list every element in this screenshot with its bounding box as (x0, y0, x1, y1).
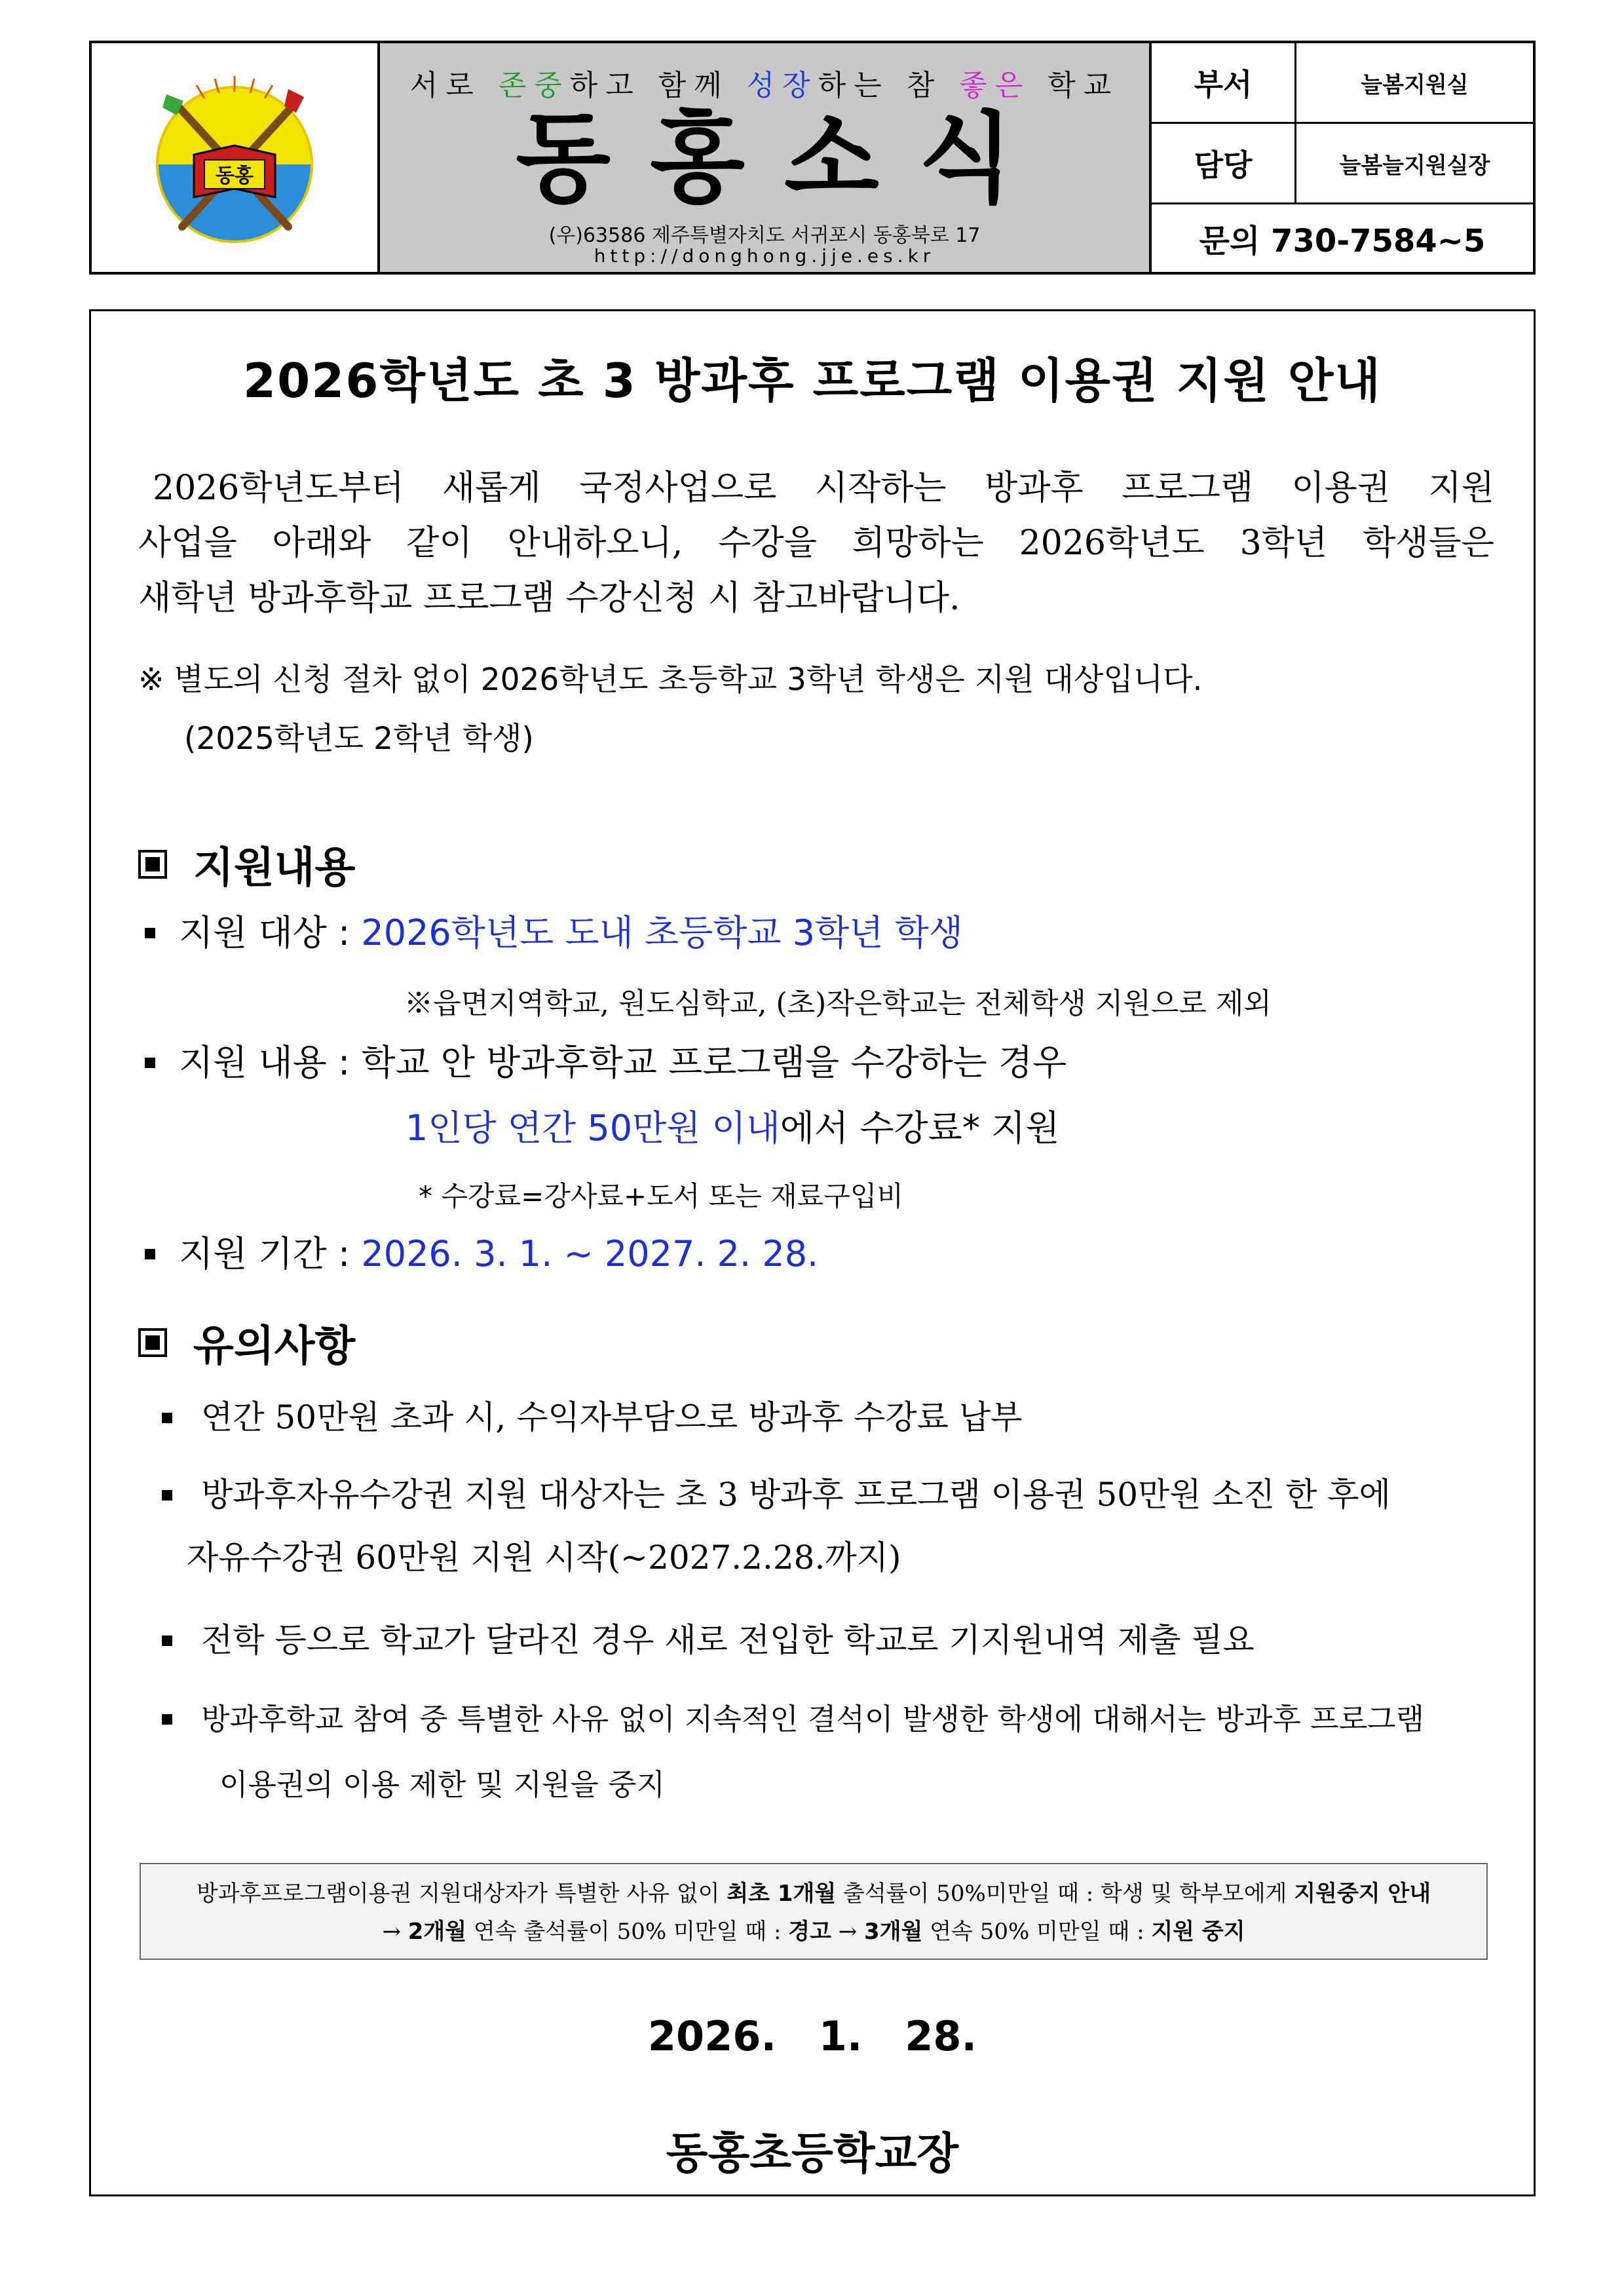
contact-phone: 문의 730-7584~5 (1199, 223, 1486, 259)
document-title: 2026학년도 초 3 방과후 프로그램 이용권 지원 안내 (243, 353, 1382, 408)
intro-line: 2026학년도부터 새롭게 국정사업으로 시작하는 방과후 프로그램 이용권 지원 (153, 469, 1494, 508)
info-cell (1152, 43, 1533, 272)
square-bullet-icon (138, 850, 167, 879)
manager-row (1152, 124, 1533, 204)
caution-item-continued: 자유수강권 60만원 지원 시작(~2027.2.28.까지) (187, 1539, 901, 1577)
support-amount: 1인당 연간 50만원 이내 (406, 1107, 780, 1149)
slogan-respect: 존중 (498, 69, 570, 102)
caution-text: 방과후학교 참여 중 특별한 사유 없이 지속적인 결석이 발생한 학생에 대해서는 방과후 프로그램 (201, 1702, 1424, 1736)
slogan-part: 하는 참 (818, 69, 960, 102)
note-line: (2025학년도 2학년 학생) (184, 721, 534, 757)
caution-item (162, 1468, 1391, 1516)
school-url[interactable]: http://donghong.jje.es.kr (594, 245, 935, 267)
manager-value: 늘봄늘지원실장 (1339, 152, 1490, 179)
bullet-icon (162, 1490, 172, 1501)
period-value: 2026. 3. 1. ~ 2027. 2. 28. (361, 1233, 819, 1274)
tuition-definition-note: * 수강료=강사료+도서 또는 재료구입비 (419, 1180, 904, 1212)
caution-text: 방과후자유수강권 지원 대상자는 초 3 방과후 프로그램 이용권 50만원 소진 한 후에 (201, 1476, 1391, 1514)
support-content-item (145, 1035, 1067, 1085)
caution-heading-text: 유의사항 (193, 1322, 356, 1371)
bullet-icon (145, 1058, 155, 1068)
school-slogan (380, 62, 1149, 104)
caution-item (162, 1391, 1022, 1438)
support-heading (138, 834, 355, 894)
bullet-icon (145, 928, 155, 938)
slogan-growth: 성장 (746, 69, 818, 102)
slogan-part: 하고 함께 (569, 69, 747, 102)
bullet-icon (162, 1714, 172, 1725)
issue-date: 2026. 1. 28. (647, 2012, 977, 2060)
note-line: ※ 별도의 신청 절차 없이 2026학년도 초등학교 3학년 학생은 지원 대상입니다. (138, 662, 1203, 698)
caution-text: 연간 50만원 초과 시, 수익자부담으로 방과후 수강료 납부 (201, 1398, 1023, 1436)
support-target-item (145, 905, 963, 955)
bullet-icon (145, 1249, 155, 1259)
support-amount-line (406, 1100, 1059, 1151)
target-exclusion-note: ※읍면지역학교, 원도심학교, (초)작은학교는 전체학생 지원으로 제외 (404, 987, 1272, 1020)
newsletter-title: 동홍소식 (516, 102, 1053, 216)
notice-line-2: → 2개월 연속 출석률이 50% 미만일 때 : 경고 → 3개월 연속 50% 미만일 때 : 지원 중지 (382, 1919, 1245, 1945)
intro-line: 새학년 방과후학교 프로그램 수강신청 시 참고바랍니다. (138, 579, 960, 618)
principal-signature: 동홍초등학교장 (666, 2128, 959, 2179)
square-bullet-icon (138, 1328, 167, 1357)
support-period-item (145, 1226, 818, 1276)
attendance-notice-box (140, 1863, 1488, 1960)
title-cell (380, 43, 1152, 272)
school-address: (우)63586 제주특별자치도 서귀포시 동홍북로 17 (548, 224, 981, 247)
support-amount-rest: 에서 수강료* 지원 (780, 1107, 1060, 1149)
caution-item (162, 1695, 1424, 1738)
notice-line-1: 방과후프로그램이용권 지원대상자가 특별한 사유 없이 최초 1개월 출석률이 50%미만일 때 : 학생 및 학부모에게 지원중지 안내 (196, 1881, 1431, 1907)
dept-label: 부서 (1152, 43, 1296, 122)
slogan-good: 좋은 (959, 69, 1031, 102)
newsletter-header (89, 41, 1536, 275)
dept-row (1152, 43, 1533, 124)
content-line: 학교 안 방과후학교 프로그램을 수강하는 경우 (361, 1042, 1067, 1083)
caution-item (162, 1614, 1255, 1661)
content-label: 지원 내용 : (179, 1042, 362, 1083)
school-emblem-icon (136, 63, 333, 253)
bullet-icon (162, 1413, 172, 1423)
document-body (89, 309, 1536, 2196)
target-label: 지원 대상 : (179, 912, 362, 953)
slogan-part: 학교 (1030, 69, 1120, 102)
support-heading-text: 지원내용 (193, 844, 356, 892)
caution-heading (138, 1312, 355, 1373)
slogan-part: 서로 (409, 69, 499, 102)
dept-value: 늘봄지원실 (1361, 71, 1469, 98)
intro-paragraph (138, 461, 1494, 626)
eligibility-note (138, 651, 1203, 769)
logo-text: 동홍 (216, 164, 254, 187)
manager-label: 담당 (1152, 124, 1296, 202)
caution-text: 전학 등으로 학교가 달라진 경우 새로 전입한 학교로 기지원내역 제출 필요 (201, 1621, 1255, 1659)
target-value: 2026학년도 도내 초등학교 3학년 학생 (361, 912, 963, 953)
intro-line: 사업을 아래와 같이 안내하오니, 수강을 희망하는 2026학년도 3학년 학생들은 (138, 524, 1494, 563)
period-label: 지원 기간 : (179, 1233, 362, 1274)
caution-item-continued: 이용권의 이용 제한 및 지원을 중지 (219, 1767, 666, 1802)
school-logo-cell (92, 43, 380, 272)
bullet-icon (162, 1636, 172, 1646)
